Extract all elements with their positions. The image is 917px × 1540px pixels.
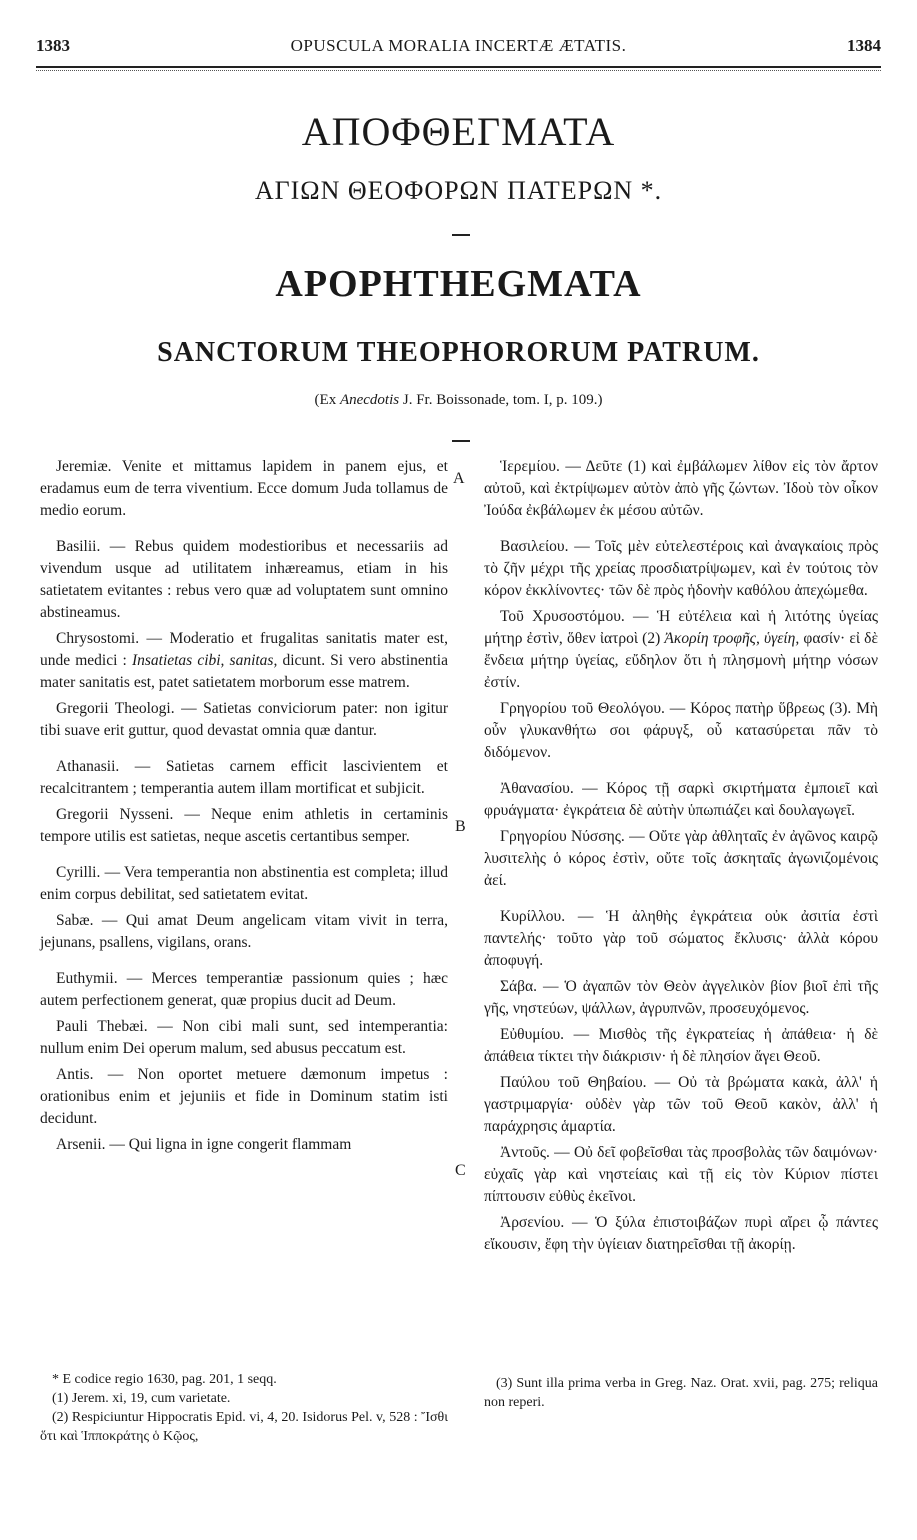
source-prefix: (Ex [314,392,340,408]
title-divider [452,234,470,236]
latin-column [40,456,448,1160]
source-suffix: J. Fr. Boissonade, tom. I, p. 109.) [399,392,603,408]
greek-paragraph: Σάβα. — Ὁ ἀγαπῶν τὸν Θεὸν ἀγγελικὸν βίον βιοῖ ἐπὶ τῆς γῆς, νηστεύων, ψάλλων, ἀγρυπνῶν, προσευχόμενος. [484,978,878,1017]
quotation-italic: Insatietas cibi, sanitas, [131,652,278,669]
latin-main-title: APOPHTHEGMATA [275,263,642,305]
footnotes-left [40,1370,448,1446]
footnote: (3) Sunt illa prima verba in Greg. Naz. Orat. xvii, pag. 275; reliqua non reperi. [484,1376,878,1410]
source-italic: Anecdotis [339,392,400,408]
greek-paragraph: Γρηγορίου Νύσσης. — Οὔτε γὰρ ἀθληταῖς ἐν ἀγῶνος καιρῷ λυσιτελὴς ὁ κόρος ἐστὶν, οὔτε τοῖς ἀσκηταῖς ἀγωνιζομένοις ἀεί. [484,828,878,889]
paragraph-text: Τοῦ Χρυσοστόμου. — Ἡ εὐτέλεια καὶ ἡ λιτότης ὑγείας μήτηρ ἐστὶν, ὅθεν ἰατροὶ (2) [484,608,878,647]
latin-paragraph: Jeremiæ. Venite et mittamus lapidem in panem ejus, et eradamus eum de terra viventium. Ecce domum Juda tollamus de medio eorum. [40,458,448,519]
greek-column [484,456,878,1260]
latin-paragraph: Gregorii Theologi. — Satietas conviciorum pater: non igitur tibi suave erit guttur, quod devastat omnia quæ dantur. [40,700,448,739]
margin-marker-c: C [455,1162,466,1179]
header-rule [36,66,881,68]
greek-paragraph: Βασιλείου. — Τοῖς μὲν εὐτελεστέροις καὶ ἀναγκαίοις πρὸς τὸ ζῆν μέχρι τῆς χρείας προσδιατρίψωμεν, καὶ ἐν τούτοις τὸν κόρον ἐκκλίνοντες· τῶν δὲ πρὸς ἡδονὴν καθόλου ἀπεχώμεθα. [484,538,878,599]
greek-paragraph: Κυρίλλου. — Ἡ ἀληθὴς ἐγκράτεια οὐκ ἀσιτία ἐστὶ παντελής· τοῦτο γὰρ τοῦ σώματος ἔκλυσις· ἀλλὰ κόρου ἀποφυγή. [484,908,878,969]
latin-subtitle: SANCTORUM THEOPHORORUM PATRUM. [157,337,760,368]
footnote: (2) Respiciuntur Hippocratis Epid. vi, 4, 20. Isidorus Pel. v, 528 : Ἴσθι ὅτι καὶ Ἱπποκράτης ὁ Κῷος, [40,1410,448,1444]
greek-subtitle: ΑΓΙΩΝ ΘΕΟΦΟΡΩΝ ΠΑΤΕΡΩΝ *. [254,176,663,205]
greek-paragraph [484,606,878,694]
greek-paragraph: Ἀντοῦς. — Οὐ δεῖ φοβεῖσθαι τὰς προσβολὰς τῶν δαιμόνων· εὐχαῖς γὰρ καὶ νηστείαις καὶ τῇ εἰς τὸν Κύριον πίστει πίπτουσιν εὐθὺς ἐκεῖνοι. [484,1144,878,1205]
latin-paragraph: Basilii. — Rebus quidem modestioribus et necessariis ad vivendum usque ad utilitatem inhæreamus, etiam in his satietatem evitantes : rebus vero quæ ad voluptatem sunt omnino abstineamus. [40,538,448,621]
latin-paragraph [40,628,448,694]
greek-paragraph: Ἀθανασίου. — Κόρος τῇ σαρκὶ σκιρτήματα ἐμποιεῖ καὶ φρυάγματα· ἐγκράτεια δὲ αὐτὴν ὑπωπιάζει καὶ δουλαγωγεῖ. [484,780,878,819]
greek-paragraph: Ἱερεμίου. — Δεῦτε (1) καὶ ἐμβάλωμεν λίθον εἰς τὸν ἄρτον αὐτοῦ, καὶ ἐκτρίψωμεν αὐτὸν ἀπὸ γῆς ζώντων. Ἰδοὺ τὸν οἶκον Ἰούδα ἐκβάλωμεν ἐκ μέσου αὐτῶν. [484,458,878,519]
latin-paragraph: Euthymii. — Merces temperantiæ passionum quies ; hæc autem perfectionem generat, quæ propius ducit ad Deum. [40,970,448,1009]
greek-paragraph: Παύλου τοῦ Θηβαίου. — Οὐ τὰ βρώματα κακὰ, ἀλλ' ἡ γαστριμαργία· οὐδὲν γὰρ τῶν τοῦ Θεοῦ κακὸν, ἀλλ' ἡ παράχρησις ἁμαρτία. [484,1074,878,1135]
footnote: * E codice regio 1630, pag. 201, 1 seqq. [52,1372,277,1387]
paragraph-text: Chrysostomi. — Moderatio et frugalitas sanitatis mater est, unde medici : [40,630,448,669]
source-note [0,392,917,409]
footnote: (1) Jerem. xi, 19, cum varietate. [52,1391,231,1406]
greek-paragraph: Γρηγορίου τοῦ Θεολόγου. — Κόρος πατὴρ ὕβρεως (3). Μὴ οὖν γλυκανθήτω σοι φάρυγξ, οὗ κατασύρεται πᾶν τὸ διδόμενον. [484,700,878,761]
paragraph-text: φασίν· εἰ δὲ ἔνδεια μήτηρ ὑγείας, εὔδηλον ὅτι ἡ πλησμονὴ μήτηρ νόσων ἐστίν. [484,630,878,691]
latin-paragraph: Gregorii Nysseni. — Neque enim athletis in certaminis tempore utilis est satietas, neque ascetis certantibus semper. [40,806,448,845]
latin-paragraph: Pauli Thebæi. — Non cibi mali sunt, sed intemperantia: nullum enim Dei operum malum, sed abusus peccatum est. [40,1018,448,1057]
greek-paragraph: Εὐθυμίου. — Μισθὸς τῆς ἐγκρατείας ἡ ἀπάθεια· ἡ δὲ ἀπάθεια τίκτει τὴν διάκρισιν· ἡ δὲ πλησίον ἄγει Θεοῦ. [484,1026,878,1065]
margin-marker-b: B [455,818,466,835]
section-divider [452,440,470,442]
latin-paragraph: Antis. — Non oportet metuere dæmonum impetus : orationibus enim et jejuniis et fide in Dominum statim isti decidunt. [40,1066,448,1127]
latin-paragraph: Athanasii. — Satietas carnem efficit lascivientem et recalcitrantem ; temperantia autem illam mortificat et subjicit. [40,758,448,797]
quotation-italic: Ἀκορίη τροφῆς, ὑγείη, [664,630,800,647]
latin-paragraph: Cyrilli. — Vera temperantia non abstinentia est completa; illud enim corpus debilitat, sed satietatem evitat. [40,864,448,903]
running-head [36,32,881,62]
footnotes-right [484,1374,878,1412]
greek-main-title: ΑΠΟΦΘΕΓΜΑΤΑ [301,109,616,154]
latin-paragraph: Arsenii. — Qui ligna in igne congerit flammam [56,1136,352,1153]
latin-paragraph: Sabæ. — Qui amat Deum angelicam vitam vivit in terra, jejunans, psallens, vigilans, orans. [40,912,448,951]
page-number-right: 1384 [847,36,881,55]
page-number-left: 1383 [36,36,70,55]
header-rule-dotted [36,70,881,71]
running-title: OPUSCULA MORALIA INCERTÆ ÆTATIS. [290,36,627,55]
margin-marker-a: A [453,470,465,487]
greek-paragraph: Ἀρσενίου. — Ὁ ξύλα ἐπιστοιβάζων πυρὶ αἴρει ᾧ πάντες εἴκουσιν, ἔφη τὴν ὑγίειαν διατηρεῖσθαι τῇ ἀκορίῃ. [484,1214,878,1253]
paragraph-text: dicunt. Si vero abstinentia mater sanitatis est, patet satietatem morborum esse matrem. [40,652,448,691]
